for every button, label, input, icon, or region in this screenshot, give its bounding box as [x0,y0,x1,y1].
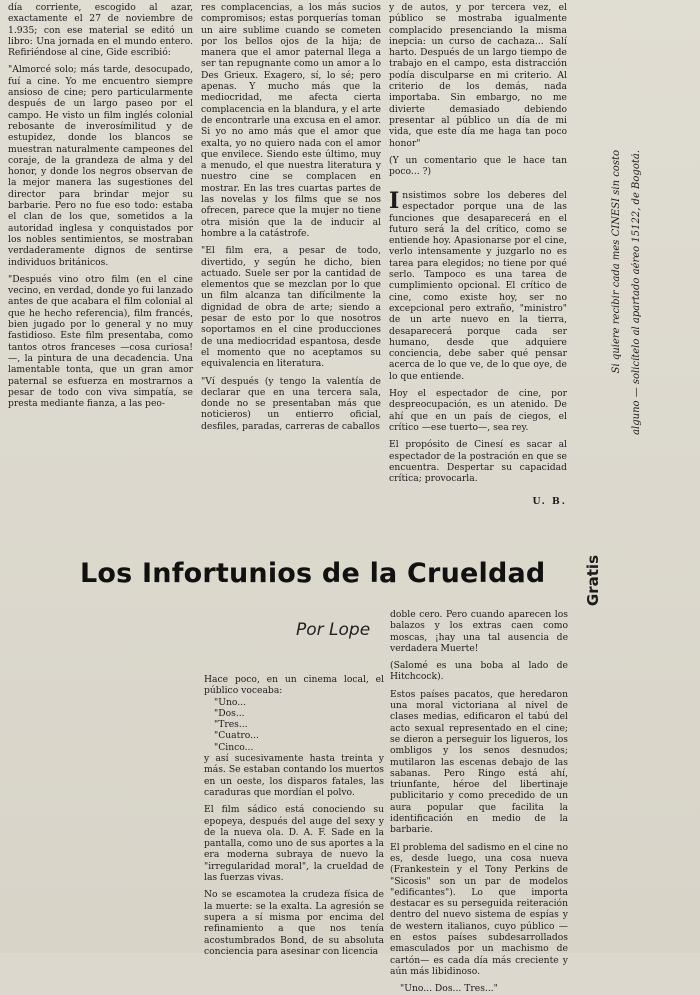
paragraph: "Ví después (y tengo la valentía de declarar que en una tercera sala, donde no se presentaban más que noticieros) un entierro oficial, desfiles, paradas, carreras de caballos [201,375,381,432]
text-column-2 [201,2,381,442]
paragraph: Estos países pacatos, que heredaron una moral victoriana al nivel de clases medias, edificaron el tabú del acto sexual representado en el cine; se dieron a perseguir los ligueros, los ombligos y los senos desnudos; mutilaron las escenas debajo de las sabanas. Pero Ringo está ahí, triunfante, héroe del libertinaje publicitario y como precedido de un aura popular que facilita la identificación en medio de la barbarie. [390,688,568,836]
count-list [204,697,384,753]
count-item: "Uno... [214,696,247,708]
text-column-3 [389,2,567,178]
signature: U. B. [532,496,567,508]
paragraph: "Almorcé solo; más tarde, desocupado, fuí a cine. Yo me encuentro siempre ansioso de cine; pero particularmente después de un largo paseo por el campo. He visto un film inglés colonial rebosante de inverosímilitud y de estupidez, donde los blancos se muestran naturalmente campeones del coraje, de la grandeza de alma y del honor, y donde los negros observan de la mejor manera las sugestiones del director para brindar mejor su barbarie. Pero no fue eso todo: estaba el clan de los que, sometidos a la autoridad inglesa y conquistados por los nobles sentimientos, se mostraban verdaderamente dignos de sentirse individuos británicos. [8,64,193,268]
paragraph: Hoy el espectador de cine, por despreocupación, es un atenido. De ahí que en un país de ciegos, el crítico —ese tuerto—, sea rey. [389,388,567,433]
paragraph: Hace poco, en un cinema local, el público voceaba: [204,674,384,697]
drop-cap: I [389,188,400,214]
paragraph: día corriente, escogido al azar, exactamente el 27 de noviembre de 1.935; con ese material se editó un libro: Una jornada en el mundo entero. Refiriéndose al cine, Gide escribió: [8,2,193,59]
paragraph: "Uno... Dos... Tres..." [400,983,498,995]
paragraph: y así sucesivamente hasta treinta y más. Se estaban contando los muertos en un oeste, los disparos fatales, las caraduras que mordían el polvo. [204,753,384,798]
paragraph: res complacencias, a los más sucios compromisos; estas porquerías toman un aire sublime cuando se cometen por los bellos ojos de la hija; de manera que el amor paternal llega a ser tan repugnante como un amor a lo Des Grieux. Exagero, sí, lo sé; pero apenas. Y mucho más que la mediocridad, me afecta cierta complacencia en la blandura, y el arte de encontrarle una excusa en el amor. Si yo no amo más que el amor que exalta, yo no quiero nada con el amor que envilece. Siendo este último, muy a menudo, el que nuestra literatura y nuestro cine se complacen en mostrar. En las tres cuartas partes de las novelas y los films que se nos ofrecen, parece que la mujer no tiene otra misión que la de inducir al hombre a la catástrofe. [201,2,381,239]
paragraph: (Y un comentario que le hace tan poco... ?) [389,154,567,178]
count-item: "Cinco... [214,741,254,753]
editorial-column [389,188,567,508]
subscription-notice [582,140,692,640]
notice-line-1: Si quiere recibir cada mes CINESI sin costo [611,150,622,374]
gratis-label: Gratis [584,555,602,607]
article-column-2 [390,609,568,995]
paragraph: El problema del sadismo en el cine no es, desde luego, una cosa nueva (Frankestein y el Tony Perkins de "Sicosis" son un par de modelos "edificantes"). Lo que importa destacar es su perseguida reiteración dentro del nuevo sistema de espías y de western italianos, cuyo público —en estos países subdesarrollados emasculados por un machismo de cartón— es cada día más creciente y aún más libidinoso. [390,841,568,977]
paragraph: "El film era, a pesar de todo, divertido, y según he dicho, bien actuado. Suele ser por la cantidad de elementos que se mezclan por lo que un film alcanza tan difícilmente la dignidad de obra de arte; siendo a pesar de esto por lo que nosotros soportamos en el cine producciones de una mediocridad espantosa, desde el momento que no aceptamos su equivalencia en literatura. [201,245,381,370]
notice-line-2: alguno — solicítelo al apartado aéreo 15122, de Bogotá. [631,150,642,435]
paragraph: El film sádico está conociendo su epopeya, después del auge del sexy y de la nueva ola. D. A. F. Sade en la pantalla, como uno de sus aportes a la era moderna subraya de nuevo la "irregularidad moral", la crueldad de las fuerzas vivas. [204,804,384,884]
text-column-1 [8,2,193,442]
paragraph: "Después vino otro film (en el cine vecino, en verdad, donde yo fui lanzado antes de que acabara el film colonial al que he hecho referencia), film francés, bien jugado por lo general y no muy fastidioso. Este film presentaba, como tantos otros franceses —cosa curiosa!—, la pintura de una decadencia. Una lamentable tonta, que un gran amor paternal se esfuerza en mostrarnos a pesar de todo con viva simpatía, se presta mediante fianza, a las peo- [8,273,193,410]
paragraph-text: nsistimos sobre los deberes del espectador porque una de las funciones que desaparecerá en el futuro será la del crítico, como se entiende hoy. Apasionarse por el cine, verlo intensamente y juzgarlo no es tarea para elegidos; no tiene por qué serlo. Tampoco es una tarea de cumplimiento opcional. El crítico de cine, como existe hoy, ser no excepcional pero extraño, "ministro" de un arte nuevo en la tierra, desaparecerá porque cada ser humano, desde que adquiere conciencia, debe saber qué pensar acerca de lo que ve, de lo que oye, de lo que entiende. [389,190,567,382]
count-item: "Cuatro... [214,730,259,742]
count-item: "Dos... [214,707,245,719]
paragraph [389,190,567,382]
paragraph: y de autos, y por tercera vez, el público se mostraba igualmente complacido presenciando la misma inepcia: un curso de cachaza... Salí harto. Después de un largo tiempo de trabajo en el campo, esta distracción podía disculparse en mi criterio. Al criterio de los demás, nada importaba. Sin embargo, no me divierte demasiado debiendo presentar al público un día de mi vida, que este día me haga tan poco honor" [389,2,567,149]
paragraph: El propósito de Cinesí es sacar al espectador de la postración en que se encuentra. Despertar su capacidad crítica; provocarla. [389,439,567,485]
article-column-1 [204,674,384,957]
paragraph: doble cero. Pero cuando aparecen los balazos y los extras caen como moscas, ¡hay una tal ausencia de verdadera Muerte! [390,609,568,654]
paragraph: (Salomé es una boba al lado de Hitchcock). [390,660,568,683]
article-title: Los Infortunios de la Crueldad [80,558,546,589]
count-item: "Tres... [214,719,248,731]
article-byline: Por Lope [296,620,371,640]
paragraph: No se escamotea la crudeza física de la muerte: se la exalta. La agresión se supera a sí misma por encima del refinamiento a que nos tenía acostumbrados Bond, de su absoluta conciencia para asesinar con licencia [204,889,384,957]
